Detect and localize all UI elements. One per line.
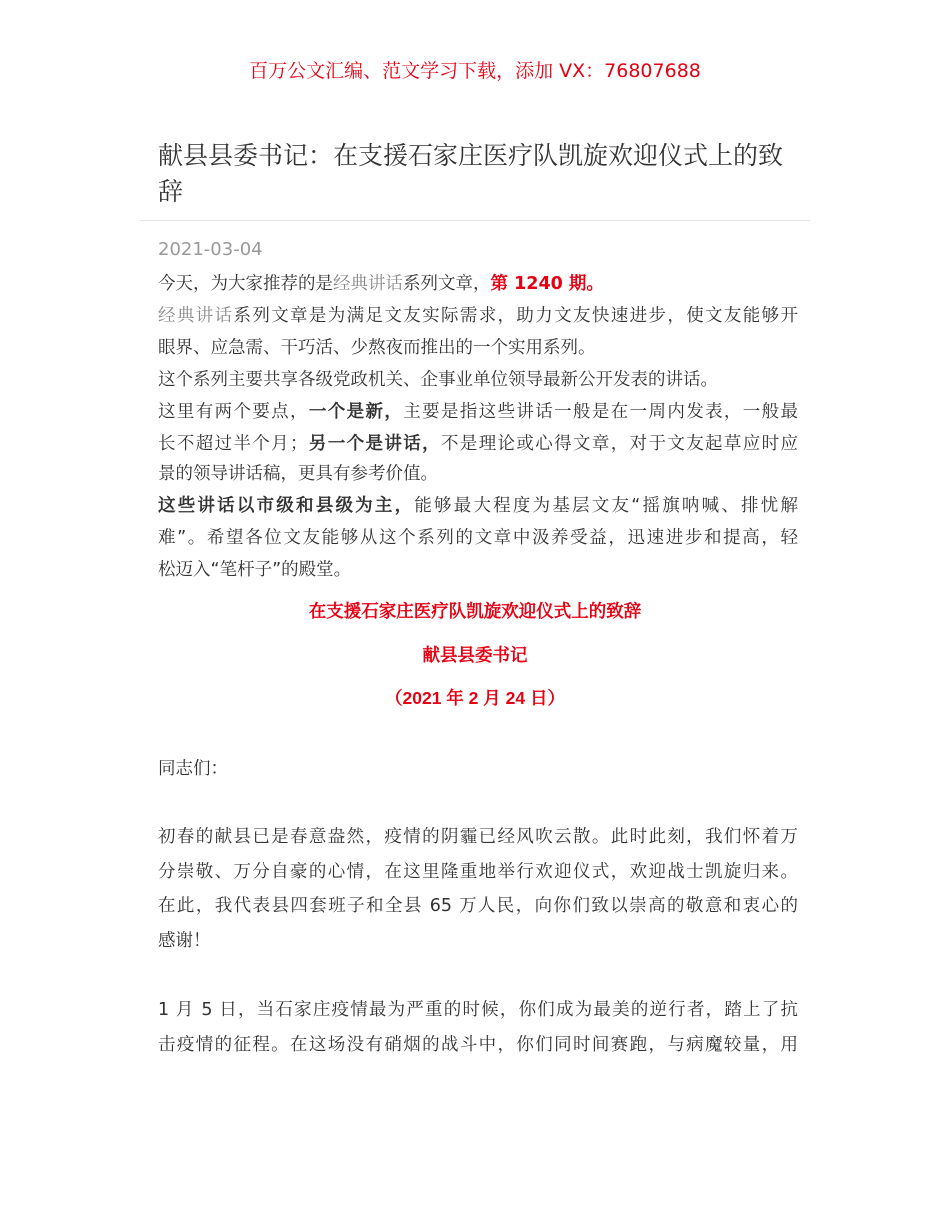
bold-text: 这些讲话以市级和县级为主， <box>158 496 415 516</box>
intro-line <box>158 334 798 359</box>
body-line: 初春的献县已是春意盎然，疫情的阴霾已经风吹云散。此时此刻，我们怀着万 <box>158 827 798 847</box>
body-line: 1 月 5 日，当石家庄疫情最为严重的时候，你们成为最美的逆行者，踏上了抗 <box>158 1000 798 1020</box>
intro-line <box>158 366 798 391</box>
text-segment: 这个系列主要共享各级党政机关、企事业单位领导最新公开发表的讲话。 <box>158 370 718 390</box>
speech-title: 在支援石家庄医疗队凯旋欢迎仪式上的致辞 <box>308 601 642 621</box>
watermark-banner: 百万公文汇编、范文学习下载，添加 VX：76807688 <box>249 60 701 82</box>
body-line: 在此，我代表县四套班子和全县 65 万人民，向你们致以崇高的敬意和衷心的 <box>158 896 798 916</box>
body-line: 分崇敬、万分自豪的心情，在这里隆重地举行欢迎仪式，欢迎战士凯旋归来。 <box>158 862 798 882</box>
text-segment: 不是理论或心得文章，对于文友起草应时应 <box>440 434 799 454</box>
series-name: 经典讲话 <box>333 274 403 294</box>
intro-line <box>158 524 798 549</box>
intro-line <box>158 270 798 295</box>
text-segment: 主要是指这些讲话一般是在一周内发表，一般最 <box>403 402 799 422</box>
intro-line <box>158 398 798 423</box>
salutation: 同志们： <box>158 759 228 779</box>
text-segment: 松迈入“笔杆子”的殿堂。 <box>158 560 352 580</box>
text-segment: 这里有两个要点， <box>158 402 309 422</box>
text-segment: 系列文章， <box>403 274 491 294</box>
intro-line <box>158 556 798 581</box>
text-segment: 系列文章是为满足文友实际需求，助力文友快速进步，使文友能够开 <box>233 306 799 326</box>
body-line: 感谢！ <box>158 931 211 951</box>
speaker: 献县县委书记 <box>422 645 528 665</box>
text-segment: 今天，为大家推荐的是 <box>158 274 333 294</box>
intro-line <box>158 302 798 327</box>
article-title: 献县县委书记：在支援石家庄医疗队凯旋欢迎仪式上的致辞 <box>158 141 784 206</box>
intro-line <box>158 430 798 455</box>
text-segment: 长不超过半个月； <box>158 434 308 454</box>
text-segment: 难”。希望各位文友能够从这个系列的文章中汲养受益，迅速进步和提高，轻 <box>158 528 798 548</box>
intro-line <box>158 460 798 485</box>
body-line: 击疫情的征程。在这场没有硝烟的战斗中，你们同时间赛跑，与病魔较量，用 <box>158 1035 798 1055</box>
text-segment: 能够最大程度为基层文友“摇旗呐喊、排忧解 <box>414 496 798 516</box>
text-segment: 眼界、应急需、干巧活、少熬夜而推出的一个实用系列。 <box>158 338 596 358</box>
text-segment: 景的领导讲话稿，更具有参考价值。 <box>158 464 438 484</box>
speech-date: （2021 年 2 月 24 日） <box>385 688 565 708</box>
title-divider <box>140 220 810 221</box>
series-name: 经典讲话 <box>158 306 234 326</box>
publish-date: 2021-03-04 <box>158 239 263 260</box>
bold-text: 另一个是讲话， <box>307 434 441 454</box>
bold-text: 一个是新， <box>308 402 404 422</box>
issue-number: 第 1240 期。 <box>490 274 604 294</box>
intro-line <box>158 492 798 517</box>
